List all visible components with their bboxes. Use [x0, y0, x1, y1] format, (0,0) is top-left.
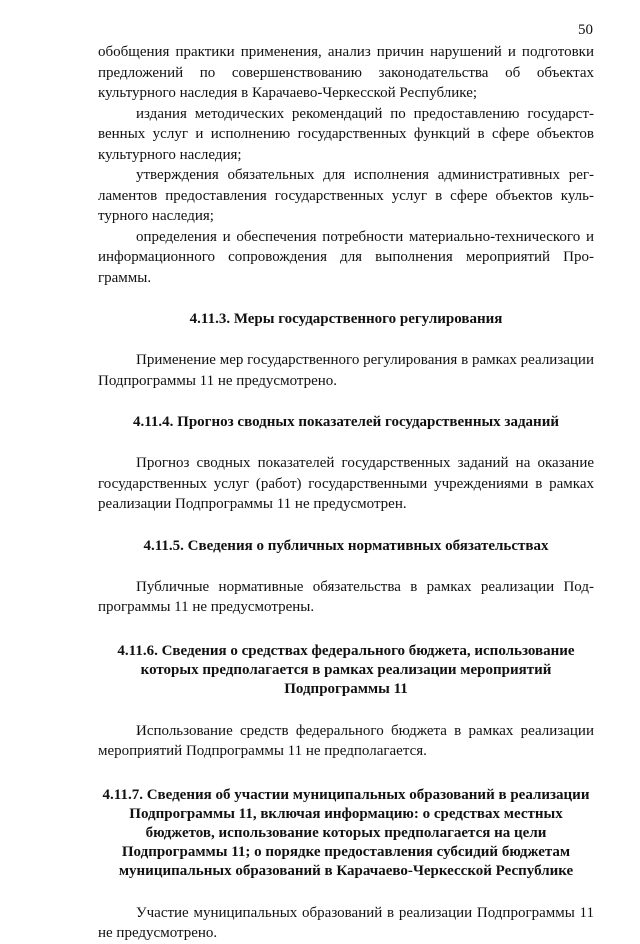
section-heading: 4.11.4. Прогноз сводных показателей государственных заданий — [133, 414, 559, 430]
paragraph: обобщения практики применения, анализ причин нарушений и подготовки предложений по совершенствованию законодательства об объектах культурного наследия в Карачаево-Черкесской Республике; — [98, 44, 594, 101]
paragraph: Применение мер государственного регулирования в рамках реализации Подпрограммы 11 не предусмотрено. — [98, 352, 594, 389]
paragraph: определения и обеспечения потребности материально-технического и информационного сопровождения для выполнения мероприятий Программы. — [98, 228, 594, 286]
paragraph: издания методических рекомендаций по предоставлению государственных услуг и исполнению государственных функций в сфере объектов культурного наследия; — [98, 105, 594, 163]
section-heading: 4.11.3. Меры государственного регулирования — [189, 311, 503, 327]
document-body — [98, 42, 594, 944]
paragraph: Использование средств федерального бюджета в рамках реализации мероприятий Подпрограммы 11 не предполагается. — [98, 722, 594, 759]
page-number: 50 — [578, 22, 593, 38]
paragraph: Публичные нормативные обязательства в рамках реализации Подпрограммы 11 не предусмотрены. — [98, 578, 594, 615]
paragraph: Участие муниципальных образований в реализации Подпрограммы 11 не предусмотрено. — [98, 904, 594, 941]
section-heading: 4.11.7. Сведения об участии муниципальных образований в реализации Подпрограммы 11, включая информацию: о средствах местных бюджетов, использование которых предполагается на цели Подпрограммы 11; о порядке предоставления субсидий бюджетам муниципальных образований в Карачаево-Черкесской Республике — [102, 786, 590, 879]
paragraph: утверждения обязательных для исполнения административных регламентов предоставления государственных услуг в сфере объектов культурного наследия; — [98, 167, 594, 224]
paragraph: Прогноз сводных показателей государственных заданий на оказание государственных услуг (работ) государственными учреждениями в рамках реализации Подпрограммы 11 не предусмотрен. — [98, 455, 594, 512]
section-heading: 4.11.6. Сведения о средствах федерального бюджета, использование которых предполагается в рамках реализации мероприятий Подпрограммы 11 — [117, 642, 575, 697]
section-heading: 4.11.5. Сведения о публичных нормативных обязательствах — [143, 537, 549, 554]
